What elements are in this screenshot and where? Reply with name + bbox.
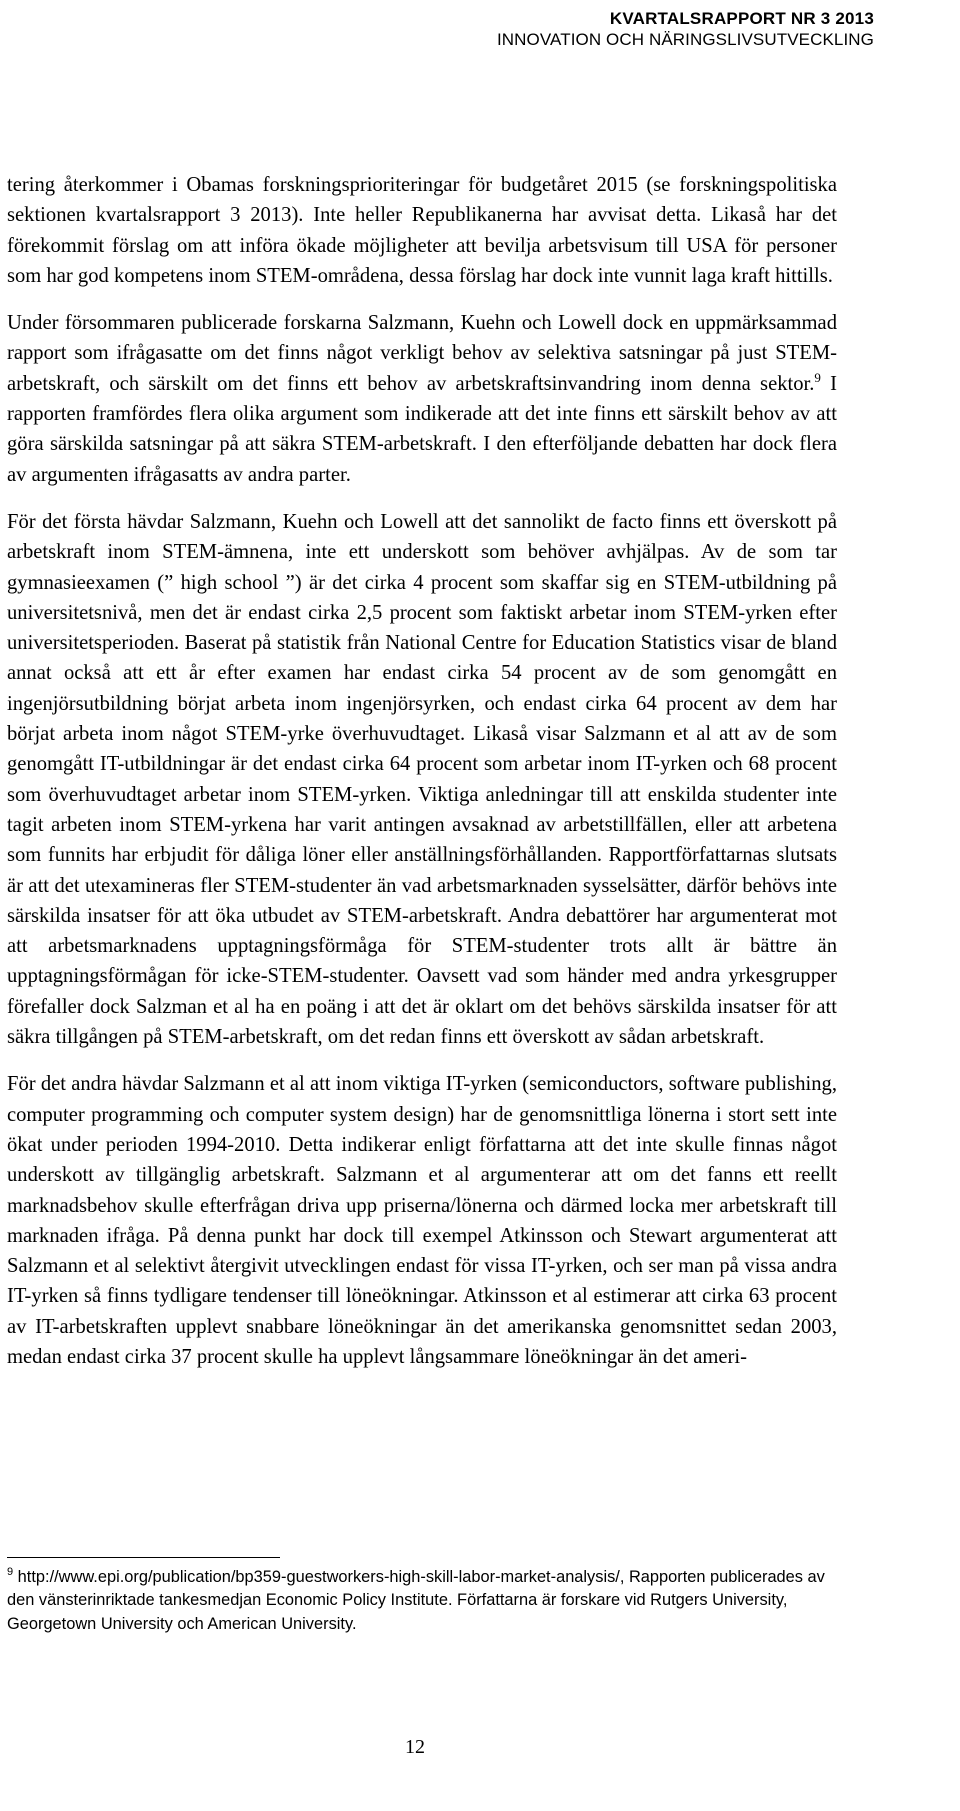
paragraph-4: För det andra hävdar Salzmann et al att inom viktiga IT-yrken (semiconductors, software publishing, computer programming och computer system design) har de genomsnittliga lönerna i stort sett inte ökat under perioden 1994-2010. Detta indikerar enligt författarna att det inte skulle finnas något underskott av tillgänglig arbetskraft. Salzmann et al argumenterar att om det fanns ett reellt marknadsbehov skulle efterfrågan driva upp priserna/lönerna och därmed locka mer arbetskraft till marknaden ifråga. På denna punkt har dock till exempel Atkinsson och Stewart argumenterat att Salzmann et al selektivt återgivit utvecklingen endast för vissa IT-yrken, och ser man på vissa andra IT-yrken så finns tydligare tendenser till löneökningar. Atkinsson et al estimerar att cirka 63 procent av IT-arbetskraften upplevt snabbare löneökningar än det amerikanska genomsnittet sedan 2003, medan endast cirka 37 procent skulle ha upplevt långsammare löneökningar än det ameri- — [7, 1073, 837, 1368]
paragraph-2-text-before: Under försommaren publicerade forskarna Salzmann, Kuehn och Lowell dock en uppmärksammad rapport som ifrågasatte om det finns något verkligt behov av selektiva satsningar på just STEM-arbetskraft, och särskilt om det finns ett behov av arbetskraftsinvandring inom denna sektor. — [7, 312, 837, 395]
footnote-text: http://www.epi.org/publication/bp359-guestworkers-high-skill-labor-market-analysis/, Rapporten publicerades av den vänsterinriktade tankesmedjan Economic Policy Institute. Författarna är forskare vid Rutgers University, Georgetown University och American University. — [7, 1568, 825, 1633]
running-header — [497, 8, 874, 50]
page-number: 12 — [405, 1736, 425, 1758]
paragraph-2-text-after: I rapporten framfördes flera olika argument som indikerade att det inte finns ett särskilt behov av att göra särskilda satsningar på att säkra STEM-arbetskraft. I den efterföljande debatten har dock flera av argumenten ifrågasatts av andra parter. — [7, 372, 838, 486]
footnote — [7, 1566, 837, 1636]
header-report-title: KVARTALSRAPPORT NR 3 2013 — [609, 9, 874, 28]
paragraph-3: För det första hävdar Salzmann, Kuehn och Lowell att det sannolikt de facto finns ett överskott på arbetskraft inom STEM-ämnena, inte ett underskott som behöver avhjälpas. Av de som tar gymnasieexamen (” high school ”) är det cirka 4 procent som skaffar sig en STEM-utbildning på universitetsnivå, men det är endast cirka 2,5 procent som faktiskt arbetar inom STEM-yrken efter universitetsperioden. Baserat på statistik från National Centre for Education Statistics visar de bland annat också att ett år efter examen har endast cirka 54 procent av de som genomgått en ingenjörsutbildning börjat arbeta inom ingenjörsyrken, och endast cirka 64 procent av dem har börjat arbeta inom något STEM-yrke överhuvudtaget. Likaså visar Salzmann et al att av de som genomgått IT-utbildningar är det endast cirka 64 procent som arbetar inom IT-yrken och 68 procent som överhuvudtaget arbetar inom STEM-yrken. Viktiga anledningar till att enskilda studenter inte tagit arbeten inom STEM-yrkena har varit antingen avsaknad av arbetstillfällen, eller att arbetena som funnits har erbjudit för dåliga löner eller anställningsförhållanden. Rapportförfattarnas slutsats är att det utexamineras fler STEM-studenter än vad arbetsmarknaden sysselsätter, därför behövs inte särskilda insatser för att öka utbudet av STEM-arbetskraft. Andra debattörer har argumenterat mot att arbetsmarknadens upptagningsförmåga för STEM-studenter trots allt är bättre än upptagningsförmågan för icke-STEM-studenter. Oavsett vad som händer med andra yrkesgrupper förefaller dock Salzman et al ha en poäng i att det är oklart om det behövs särskilda insatser för att säkra tillgången på STEM-arbetskraft, om det redan finns ett överskott av sådan arbetskraft. — [7, 510, 837, 1049]
header-report-subtitle: INNOVATION OCH NÄRINGSLIVSUTVECKLING — [496, 30, 874, 49]
paragraph-2 — [7, 308, 837, 490]
footnote-number: 9 — [7, 1566, 14, 1578]
paragraph-1: tering återkommer i Obamas forskningsprioriteringar för budgetåret 2015 (se forskningspolitiska sektionen kvartalsrapport 3 2013). Inte heller Republikanerna har avvisat detta. Likaså har det förekommit förslag om att införa ökade möjligheter att bevilja arbetsvisum till USA för personer som har god kompetens inom STEM-områdena, dessa förslag har dock inte vunnit laga kraft hittills. — [7, 174, 837, 287]
footnote-reference: 9 — [814, 369, 821, 385]
body-text — [7, 170, 837, 1389]
footnote-divider — [7, 1557, 280, 1558]
